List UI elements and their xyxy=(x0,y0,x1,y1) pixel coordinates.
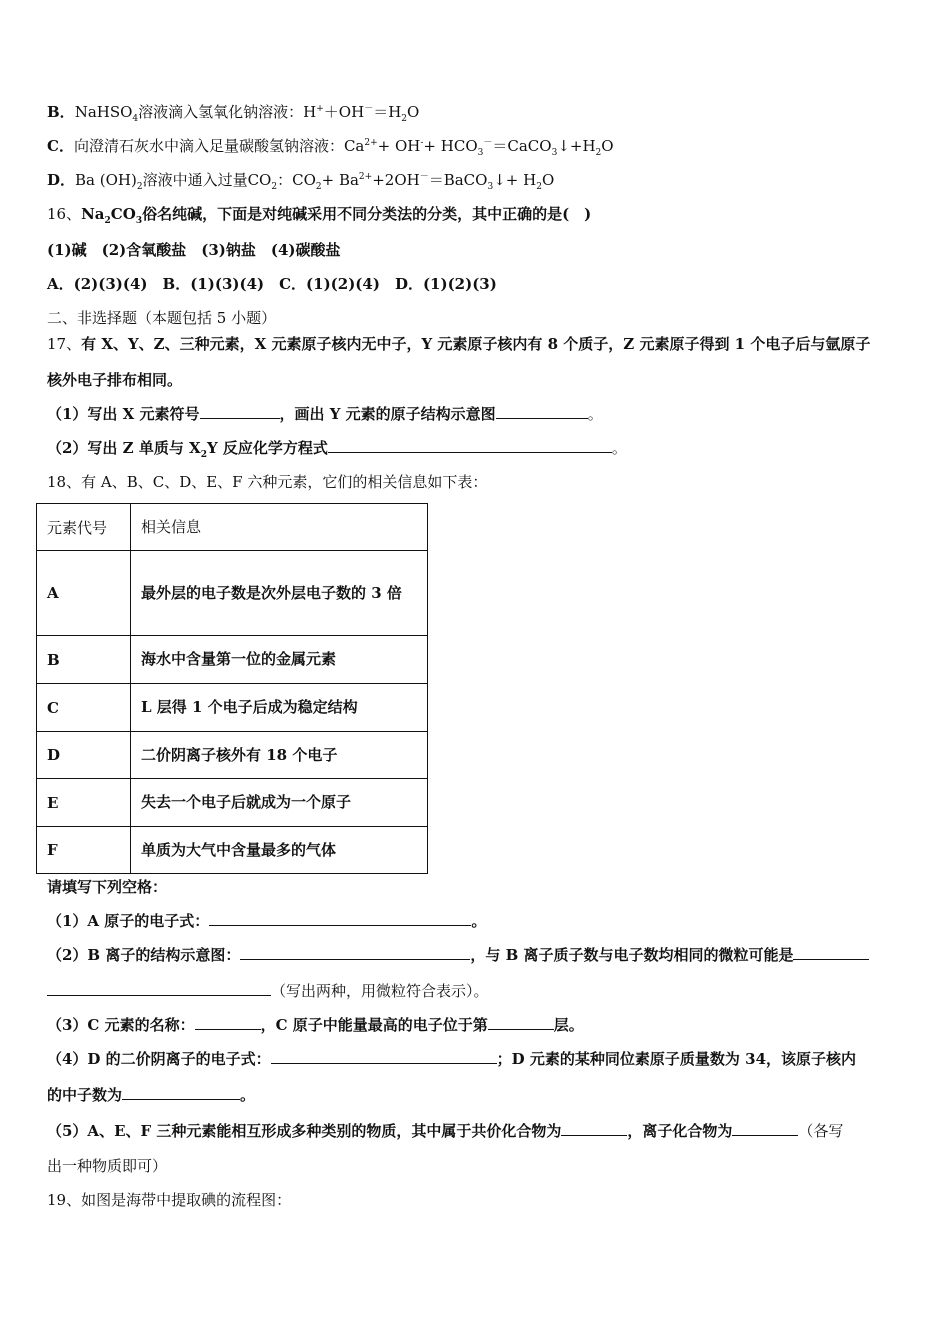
table-cell: 单质为大气中含量最多的气体 xyxy=(131,827,428,874)
q18-intro: 18、有 A、B、C、D、E、F 六种元素，它们的相关信息如下表： xyxy=(47,473,488,491)
table-cell: 海水中含量第一位的金属元素 xyxy=(131,636,428,684)
answer-blank[interactable] xyxy=(200,404,280,419)
table-cell: F xyxy=(37,827,131,874)
table-row xyxy=(37,551,428,636)
table-row xyxy=(37,636,428,684)
answer-blank[interactable] xyxy=(195,1015,261,1030)
table-cell: 二价阴离子核外有 18 个电子 xyxy=(131,732,428,779)
q17-part1: （1）写出 X 元素符号 ，画出 Y 元素的原子结构示意图 。 xyxy=(47,405,603,423)
q18-part3: （3）C 元素的名称： ，C 原子中能量最高的电子位于第 层。 xyxy=(47,1016,584,1034)
section-title: 二、非选择题（本题包括 5 小题） xyxy=(47,309,277,327)
table-cell: L 层得 1 个电子后成为稳定结构 xyxy=(131,684,428,732)
q16-items: (1)碱 (2)含氧酸盐 (3)钠盐 (4)碳酸盐 xyxy=(47,241,341,259)
q18-part4-line2: 的中子数为 。 xyxy=(47,1086,256,1104)
table-cell: C xyxy=(37,684,131,732)
table-cell: 最外层的电子数是次外层电子数的 3 倍 xyxy=(131,551,428,636)
table-cell: A xyxy=(37,551,131,636)
table-cell: E xyxy=(37,779,131,827)
answer-blank[interactable] xyxy=(488,1015,554,1030)
table-cell: 失去一个电子后就成为一个原子 xyxy=(131,779,428,827)
q16-options: A．(2)(3)(4) B．(1)(3)(4) C．(1)(2)(4) D．(1)(2)(3) xyxy=(47,275,497,293)
element-info-table xyxy=(36,503,428,874)
answer-blank[interactable] xyxy=(271,1049,497,1064)
q15-option-d: D．Ba $(OH)_2$溶液中通入过量$CO_2$：$CO_2+$ $Ba^{2+}+2OH^-=BaCO_3↓+ H_2O$ xyxy=(47,171,555,192)
q16-question: 16、$Na_2CO_3$俗名纯碱，下面是对纯碱采用不同分类法的分类，其中正确的是( ) xyxy=(47,205,592,226)
table-row xyxy=(37,684,428,732)
answer-blank[interactable] xyxy=(732,1121,798,1136)
answer-blank[interactable] xyxy=(496,404,588,419)
q18-part1: （1）A 原子的电子式： 。 xyxy=(47,912,487,930)
q17-part2: （2）写出 Z 单质与 $X_2Y$ 反应化学方程式 。 xyxy=(47,439,627,460)
q15-option-c: C．向澄清石灰水中滴入足量碳酸氢钠溶液：$Ca^{2+}+ OH^-+$ $HCO_3^-=CaCO_3↓+H_2O$ xyxy=(47,137,614,158)
table-header-row xyxy=(37,504,428,551)
q19-question: 19、如图是海带中提取碘的流程图： xyxy=(47,1191,292,1209)
q18-part2-line2: （写出两种，用微粒符合表示）。 xyxy=(47,981,489,1001)
table-row xyxy=(37,779,428,827)
q18-part2-line1: （2）B 离子的结构示意图： ，与 B 离子质子数与电子数均相同的微粒可能是 xyxy=(47,945,869,965)
q18-part4-line1: （4）D 的二价阴离子的电子式： ；D 元素的某种同位素原子质量数为 34，该原子核内 xyxy=(47,1050,857,1068)
q15-option-b: B．NaHSO$_4$溶液滴入氢氧化钠溶液：$H^++OH^-=H_2O$ xyxy=(47,103,420,124)
q18-part5-line2: 出一种物质即可） xyxy=(47,1157,168,1175)
q17-line2: 核外电子排布相同。 xyxy=(47,371,183,389)
table-header-cell: 元素代号 xyxy=(37,504,131,551)
answer-blank[interactable] xyxy=(328,438,612,453)
q18-part5-line1: （5）A、E、F 三种元素能相互形成多种类别的物质，其中属于共价化合物为 ，离子化合物为 （各写 xyxy=(47,1122,844,1140)
table-header-cell: 相关信息 xyxy=(131,504,428,551)
answer-blank[interactable] xyxy=(122,1085,240,1100)
table-row xyxy=(37,827,428,874)
answer-blank[interactable] xyxy=(47,981,271,996)
table-row xyxy=(37,732,428,779)
answer-blank[interactable] xyxy=(209,911,471,926)
table-cell: B xyxy=(37,636,131,684)
table-cell: D xyxy=(37,732,131,779)
q17-line1: 17、有 X、Y、Z、三种元素，X 元素原子核内无中子，Y 元素原子核内有 8 个质子，Z 元素原子得到 1 个电子后与氩原子 xyxy=(47,335,871,353)
answer-blank[interactable] xyxy=(240,945,470,960)
q18-fill-instruction: 请填写下列空格： xyxy=(47,878,168,896)
answer-blank[interactable] xyxy=(561,1121,627,1136)
answer-blank[interactable] xyxy=(793,945,869,960)
